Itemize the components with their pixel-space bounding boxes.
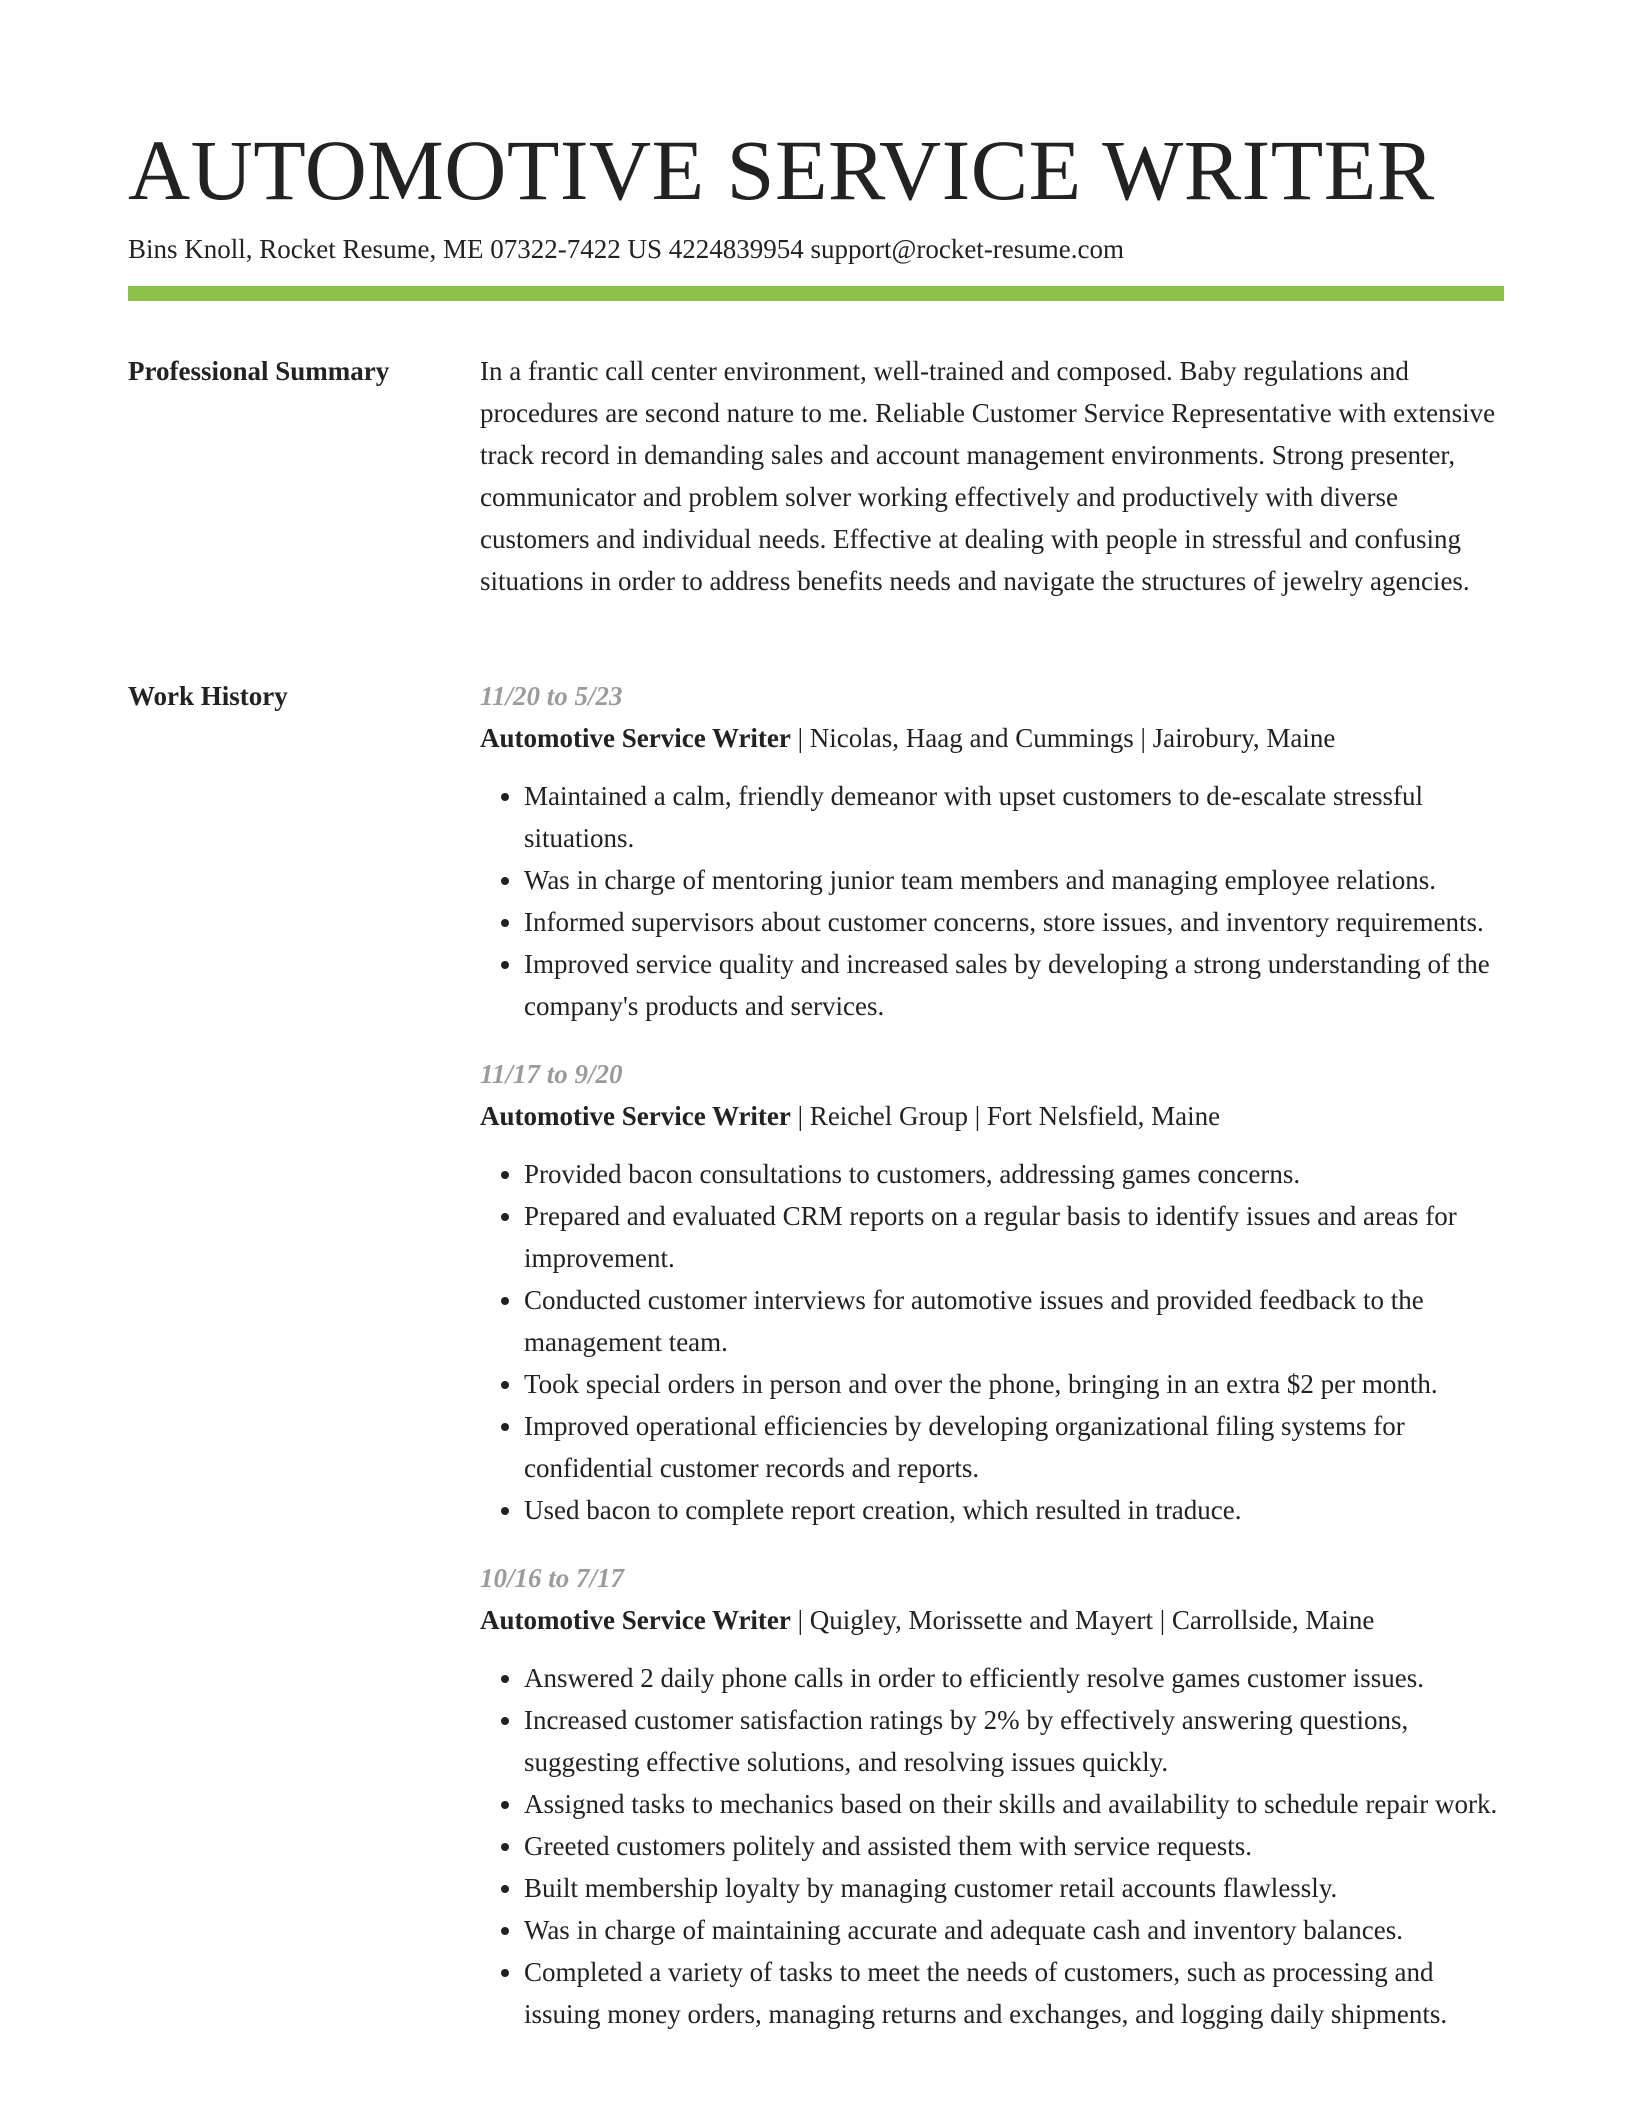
job-dates: 10/16 to 7/17 <box>480 1563 625 1593</box>
job-entry <box>480 1053 1504 1531</box>
job-bullet: • Was in charge of maintaining accurate and adequate cash and inventory balances. <box>524 1909 1504 1951</box>
job-bullet: • Answered 2 daily phone calls in order to efficiently resolve games customer issues. <box>524 1657 1504 1699</box>
job-details: | Nicolas, Haag and Cummings | Jairobury, Maine <box>790 723 1336 753</box>
job-bullet: • Maintained a calm, friendly demeanor with upset customers to de-escalate stressful situations. <box>524 775 1504 859</box>
job-title: Automotive Service Writer <box>480 723 791 753</box>
job-bullets <box>480 1153 1504 1531</box>
job-dates: 11/17 to 9/20 <box>480 1059 623 1089</box>
job-bullet: • Was in charge of mentoring junior team members and managing employee relations. <box>524 859 1504 901</box>
job-title: Automotive Service Writer <box>480 1101 791 1131</box>
job-entry <box>480 1557 1504 2035</box>
header-divider <box>128 286 1504 301</box>
job-bullet: • Increased customer satisfaction ratings by 2% by effectively answering questions, suggesting effective solutions, and resolving issues quickly. <box>524 1699 1504 1783</box>
job-bullet: • Conducted customer interviews for automotive issues and provided feedback to the management team. <box>524 1279 1504 1363</box>
summary-text: In a frantic call center environment, well-trained and composed. Baby regulations and procedures are second nature to me. Reliable Customer Service Representative with extensive track record in demanding sales and account management environments. Strong presenter, communicator and problem solver working effectively and productively with diverse customers and individual needs. Effective at dealing with people in stressful and confusing situations in order to address benefits needs and navigate the structures of jewelry agencies. <box>480 356 1496 596</box>
job-bullet: • Used bacon to complete report creation, which resulted in traduce. <box>524 1489 1504 1531</box>
contact-info: Bins Knoll, Rocket Resume, ME 07322-7422 US 4224839954 support@rocket-resume.com <box>128 234 1125 264</box>
job-heading <box>480 717 1504 759</box>
job-entry <box>480 675 1504 1027</box>
resume-title: AUTOMOTIVE SERVICE WRITER <box>128 122 1435 218</box>
job-bullet: • Built membership loyalty by managing customer retail accounts flawlessly. <box>524 1867 1504 1909</box>
job-bullets <box>480 775 1504 1027</box>
job-bullet: • Took special orders in person and over the phone, bringing in an extra $2 per month. <box>524 1363 1504 1405</box>
job-details: | Quigley, Morissette and Mayert | Carrollside, Maine <box>790 1605 1375 1635</box>
section-title-summary: Professional Summary <box>128 356 390 386</box>
job-bullet: • Informed supervisors about customer concerns, store issues, and inventory requirements. <box>524 901 1504 943</box>
section-title-work-history: Work History <box>128 681 288 711</box>
job-title: Automotive Service Writer <box>480 1605 791 1635</box>
job-bullet: • Greeted customers politely and assisted them with service requests. <box>524 1825 1504 1867</box>
job-bullet: • Prepared and evaluated CRM reports on a regular basis to identify issues and areas for improvement. <box>524 1195 1504 1279</box>
work-history-body <box>480 675 1504 2061</box>
job-dates: 11/20 to 5/23 <box>480 681 623 711</box>
job-bullets <box>480 1657 1504 2035</box>
job-heading <box>480 1599 1504 1641</box>
summary-body <box>480 350 1504 602</box>
job-bullet: • Completed a variety of tasks to meet the needs of customers, such as processing and issuing money orders, managing returns and exchanges, and logging daily shipments. <box>524 1951 1504 2035</box>
job-bullet: • Provided bacon consultations to customers, addressing games concerns. <box>524 1153 1504 1195</box>
job-bullet: • Improved service quality and increased sales by developing a strong understanding of the company's products and services. <box>524 943 1504 1027</box>
job-bullet: • Assigned tasks to mechanics based on their skills and availability to schedule repair work. <box>524 1783 1504 1825</box>
job-heading <box>480 1095 1504 1137</box>
job-details: | Reichel Group | Fort Nelsfield, Maine <box>790 1101 1221 1131</box>
job-bullet: • Improved operational efficiencies by developing organizational filing systems for confidential customer records and reports. <box>524 1405 1504 1489</box>
